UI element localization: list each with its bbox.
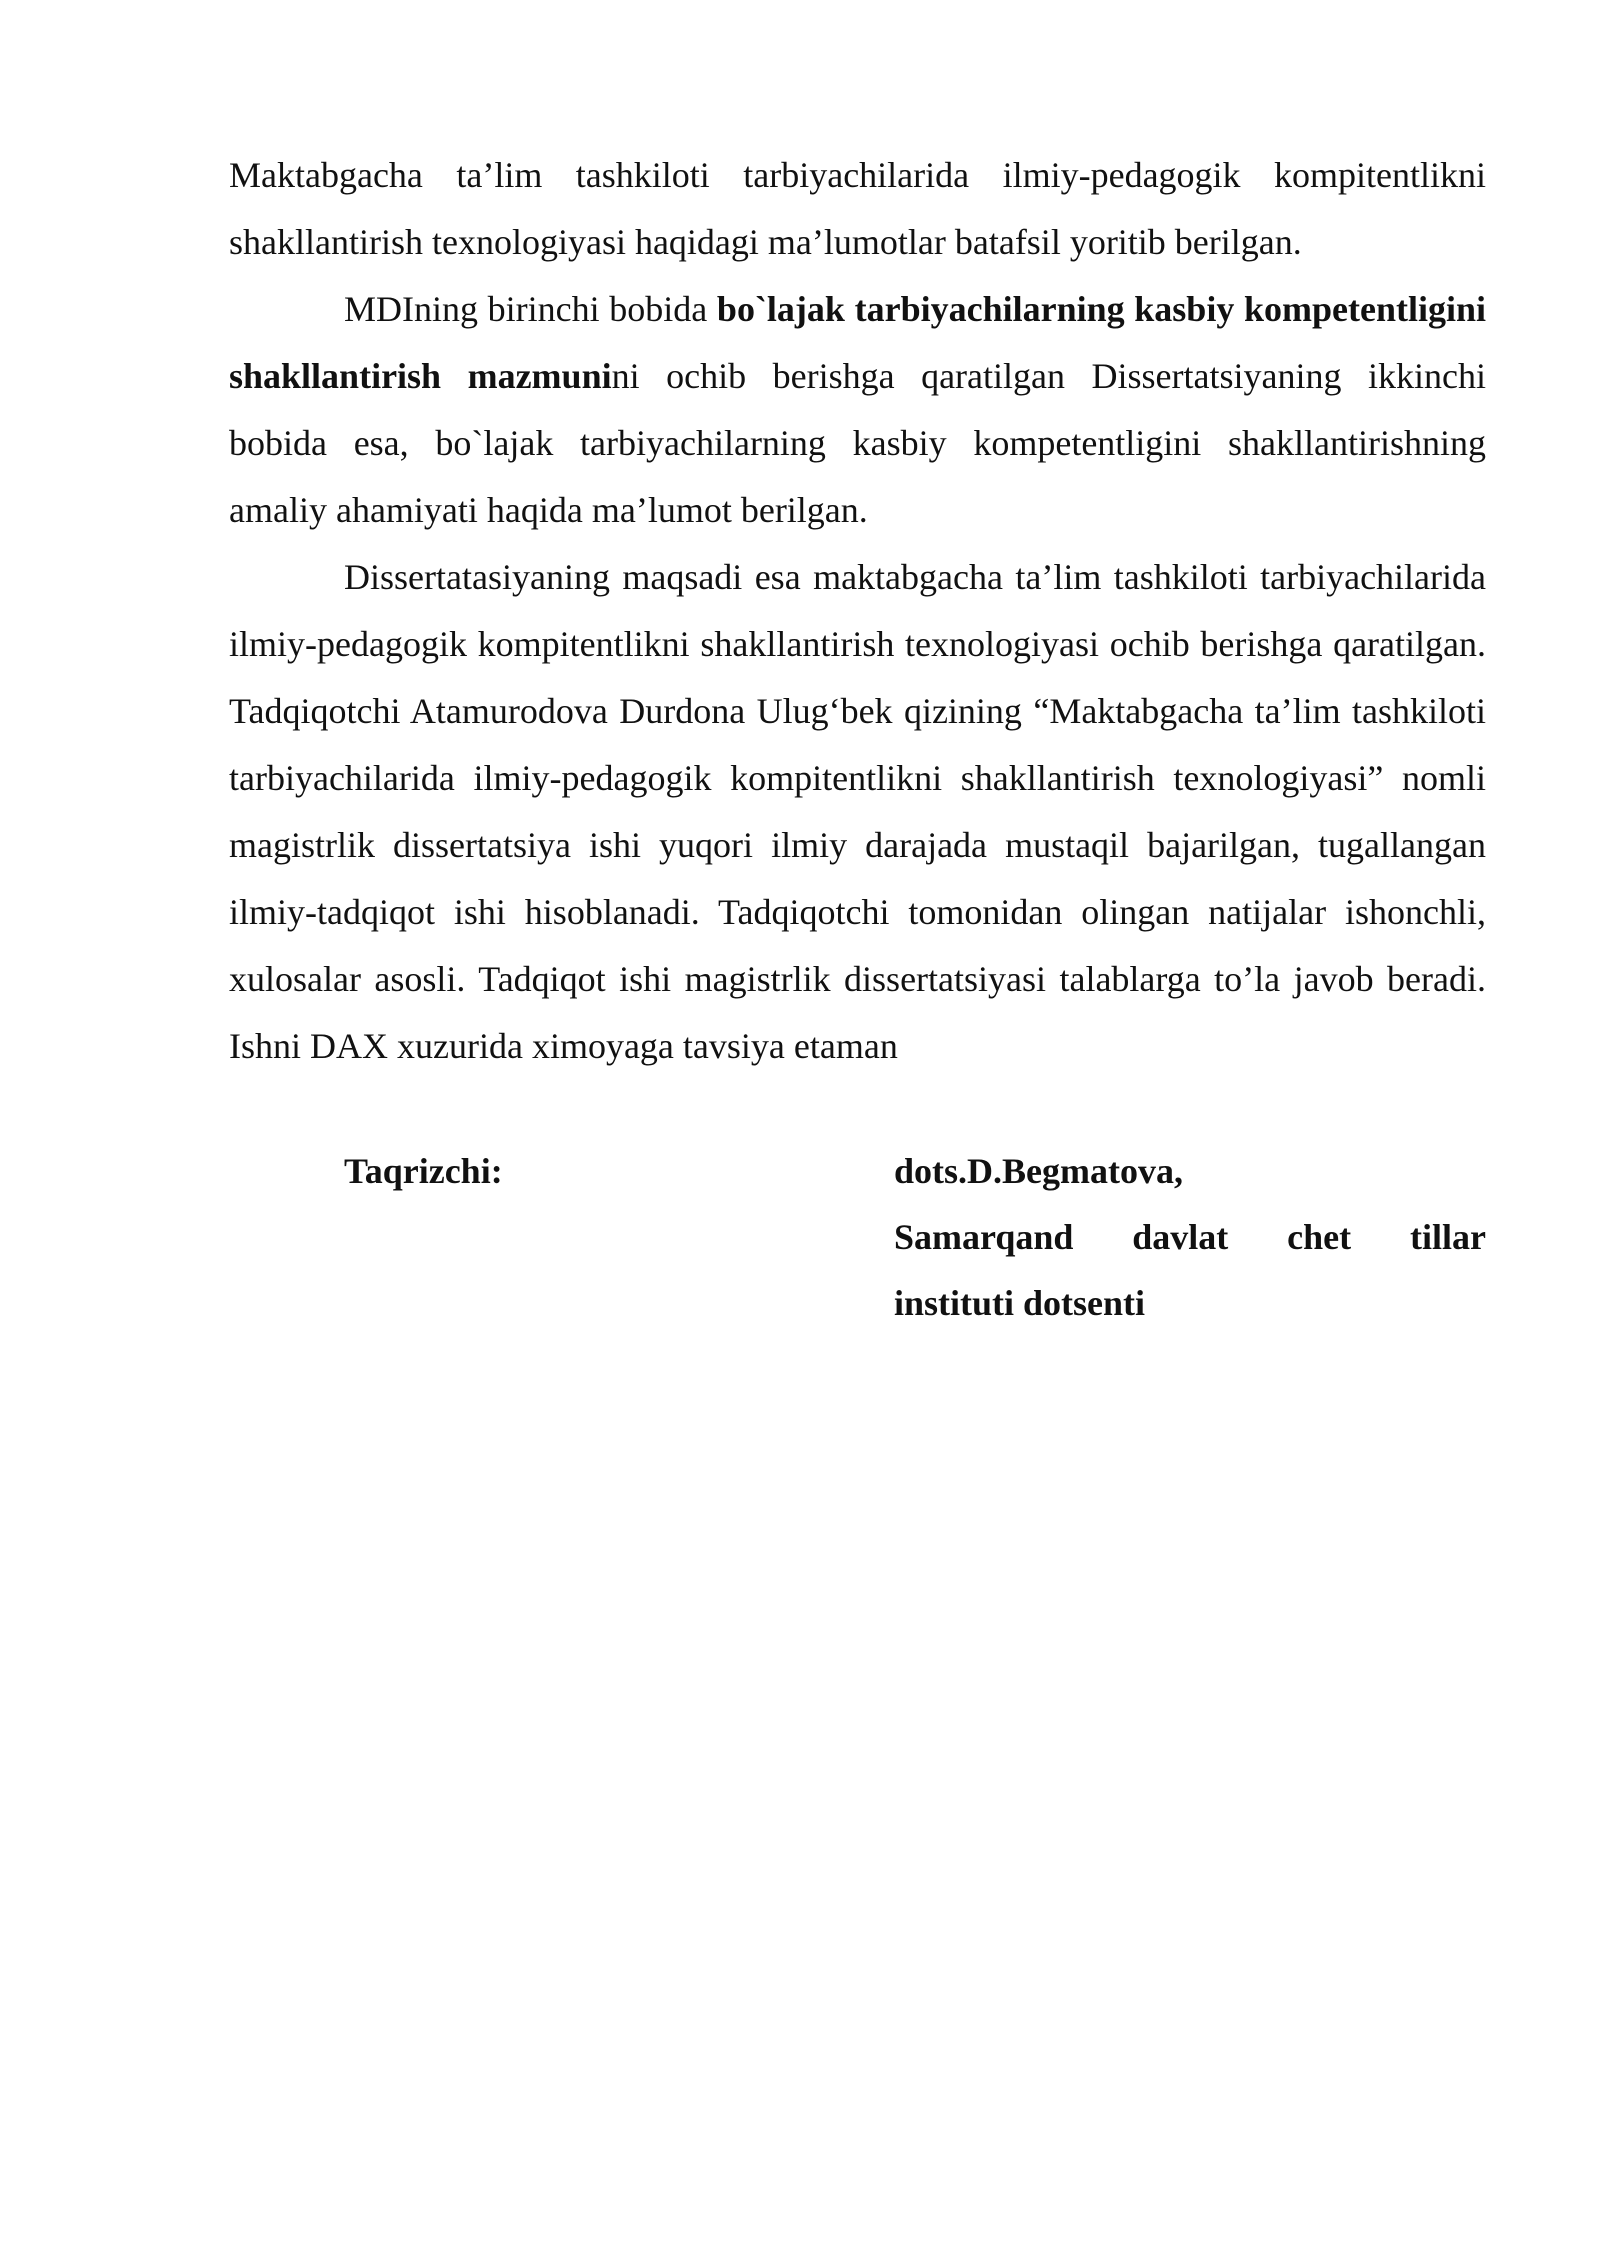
paragraph-intro-text: Maktabgacha ta’lim tashkiloti tarbiyachilarida ilmiy-pedagogik kompitentlikni shakllantirish texnologiyasi haqidagi ma’lumotlar batafsil yoritib berilgan. [229, 155, 1486, 262]
paragraph-conclusion-text: Dissertatasiyaning maqsadi esa maktabgacha ta’lim tashkiloti tarbiyachilarida ilmiy-pedagogik kompitentlikni shakllantirish texnologiyasi ochib berishga qaratilgan. Tadqiqotchi Atamurodova Durdona Ulug‘bek qizining “Maktabgacha ta’lim tashkiloti tarbiyachilarida ilmiy-pedagogik kompitentlikni shakllantirish texnologiyasi” nomli magistrlik dissertatsiya ishi yuqori ilmiy darajada mustaqil bajarilgan, tugallangan ilmiy-tadqiqot ishi hisoblanadi. Tadqiqotchi tomonidan olingan natijalar ishonchli, xulosalar asosli. Tadqiqot ishi magistrlik dissertatsiyasi talablarga to’la javob beradi. Ishni DAX xuzurida ximoyaga tavsiya etaman [229, 557, 1486, 1066]
reviewer-details [894, 1138, 1486, 1336]
paragraph-chapters [229, 276, 1486, 544]
reviewer-label: Taqrizchi: [344, 1151, 503, 1191]
reviewer-name: dots.D.Begmatova, [894, 1151, 1183, 1191]
paragraph-intro [229, 142, 1486, 276]
signature-block [229, 1138, 1486, 1338]
paragraph-chapters-bold: bo`lajak tarbiyachilarning kasbiy kompetentligini shakllantirish mazmuni [229, 289, 1486, 396]
paragraph-chapters-lead: MDIning birinchi bobida [344, 289, 717, 329]
reviewer-position-line1: Samarqand davlat chet tillar [894, 1217, 1486, 1257]
document-page [229, 142, 1486, 1338]
paragraph-conclusion [229, 544, 1486, 1080]
reviewer-position-line2: instituti dotsenti [894, 1283, 1146, 1323]
paragraph-chapters-tail: ni ochib berishga qaratilgan Dissertatsiyaning ikkinchi bobida esa, bo`lajak tarbiyachilarning kasbiy kompetentligini shakllantirishning amaliy ahamiyati haqida ma’lumot berilgan. [229, 356, 1486, 530]
